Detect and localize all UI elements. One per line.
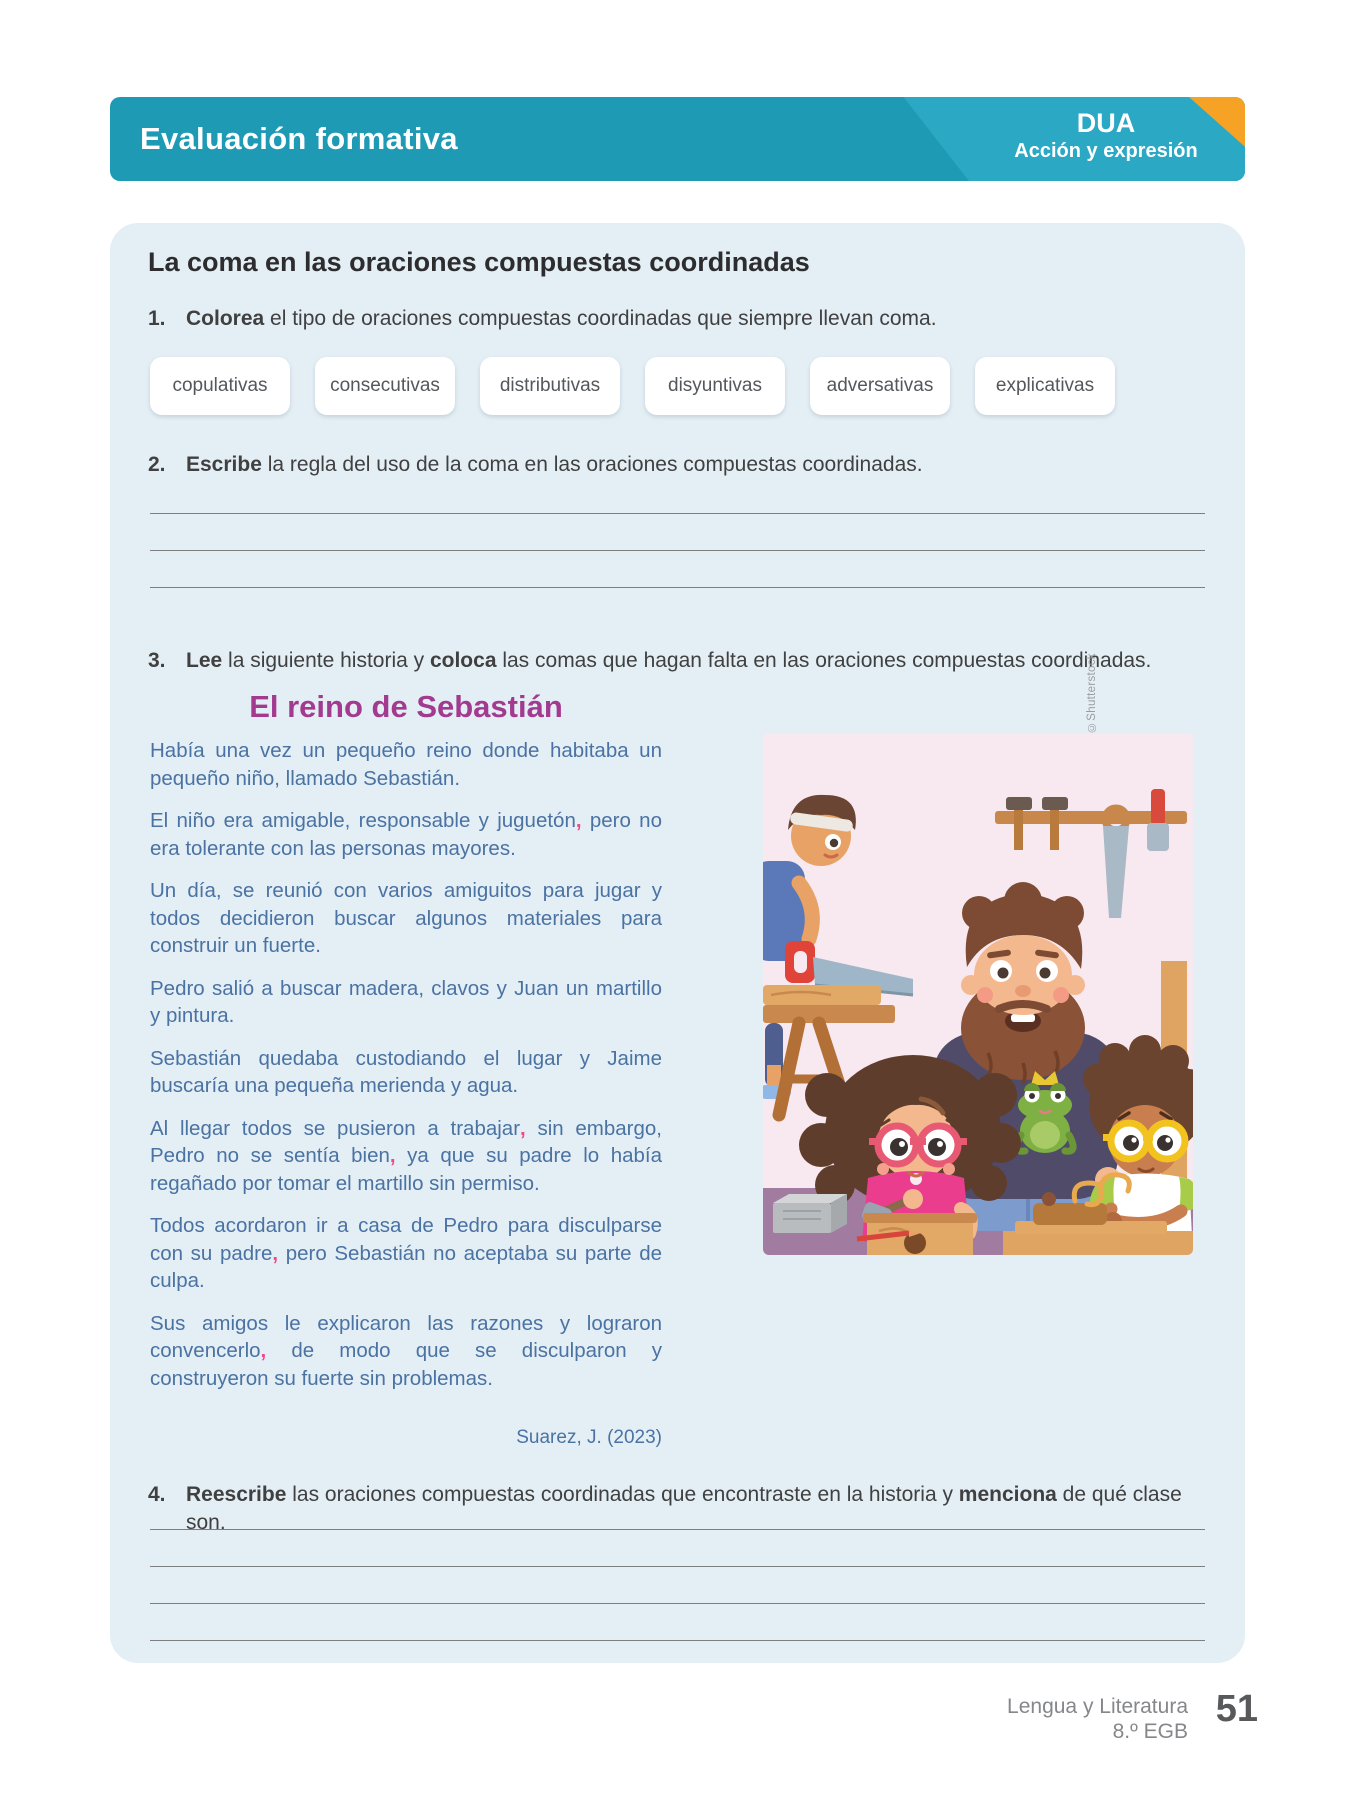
answer-line[interactable] xyxy=(150,1604,1205,1641)
option-distributivas[interactable]: distributivas xyxy=(480,357,620,415)
story-paragraph: Había una vez un pequeño reino donde habitaba un pequeño niño, llamado Sebastián. xyxy=(150,739,662,790)
story-paragraph: Sus amigos le explicaron las razones y lograron convencerlo, de modo que se disculparon y construyeron su fuerte sin problemas. xyxy=(150,1311,662,1390)
question-2-answer-lines xyxy=(150,477,1205,588)
answer-line[interactable] xyxy=(150,1567,1205,1604)
story-paragraph: Un día, se reunió con varios amiguitos para jugar y todos decidieron buscar algunos materiales para construir un fuerte. xyxy=(150,879,662,957)
footer-book-info xyxy=(1007,1694,1188,1744)
story-title: El reino de Sebastián xyxy=(249,689,563,724)
footer-subject: Lengua y Literatura xyxy=(1007,1695,1188,1718)
option-consecutivas[interactable]: consecutivas xyxy=(315,357,455,415)
header-banner xyxy=(110,97,1245,181)
question-2-text: Escribe la regla del uso de la coma en las oraciones compuestas coordinadas. xyxy=(186,453,923,476)
dua-subtitle: Acción y expresión xyxy=(1014,140,1198,162)
story-illustration xyxy=(763,733,1193,1255)
question-1-number: 1. xyxy=(148,307,166,330)
worksheet-title: La coma en las oraciones compuestas coordinadas xyxy=(148,247,810,277)
image-credit: ©Shutterstock xyxy=(1086,653,1098,733)
worksheet-panel xyxy=(110,223,1245,1663)
handwritten-comma: , xyxy=(575,809,582,832)
dua-label: DUA xyxy=(1076,108,1136,138)
answer-line[interactable] xyxy=(150,514,1205,551)
story-paragraph: Al llegar todos se pusieron a trabajar, sin embargo, Pedro no se sentía bien, ya que su padre lo había regañado por tomar el martillo sin permiso. xyxy=(150,1116,663,1195)
answer-line[interactable] xyxy=(150,1493,1205,1530)
question-4-answer-lines xyxy=(150,1493,1205,1641)
story-text xyxy=(150,737,662,1407)
handwritten-comma: , xyxy=(272,1241,279,1265)
question-4-number: 4. xyxy=(148,1483,166,1506)
question-3-text: Lee la siguiente historia y coloca las comas que hagan falta en las oraciones compuestas coordinadas. xyxy=(186,649,1152,672)
story-paragraph: Todos acordaron ir a casa de Pedro para disculparse con su padre, pero Sebastián no aceptaba su parte de culpa. xyxy=(150,1214,662,1292)
story-citation: Suarez, J. (2023) xyxy=(516,1427,662,1448)
story-paragraph: El niño era amigable, responsable y juguetón, pero no era tolerante con las personas mayores. xyxy=(150,809,662,860)
handwritten-comma: , xyxy=(260,1339,267,1362)
workshop-scene-illustration xyxy=(763,733,1193,1255)
question-3-number: 3. xyxy=(148,649,166,672)
footer-grade: 8.º EGB xyxy=(1112,1720,1188,1743)
answer-line[interactable] xyxy=(150,551,1205,588)
story-paragraph: Pedro salió a buscar madera, clavos y Juan un martillo y pintura. xyxy=(150,976,662,1027)
question-3 xyxy=(148,647,1218,675)
question-1 xyxy=(148,305,1218,333)
coordination-type-options xyxy=(150,357,1115,415)
question-1-text: Colorea el tipo de oraciones compuestas coordinadas que siempre llevan coma. xyxy=(186,307,937,330)
option-adversativas[interactable]: adversativas xyxy=(810,357,950,415)
question-2-number: 2. xyxy=(148,453,166,476)
page-number: 51 xyxy=(1215,1688,1258,1730)
answer-line[interactable] xyxy=(150,477,1205,514)
option-explicativas[interactable]: explicativas xyxy=(975,357,1115,415)
question-4-text: Reescribe las oraciones compuestas coordinadas que encontraste en la historia y menciona de qué clase son. xyxy=(186,1483,1182,1534)
handwritten-comma: , xyxy=(520,1116,526,1140)
dua-badge xyxy=(991,108,1221,163)
page-title: Evaluación formativa xyxy=(140,121,458,156)
option-disyuntivas[interactable]: disyuntivas xyxy=(645,357,785,415)
question-2 xyxy=(148,451,1218,479)
option-copulativas[interactable]: copulativas xyxy=(150,357,290,415)
story-paragraph: Sebastián quedaba custodiando el lugar y Jaime buscaría una pequeña merienda y agua. xyxy=(150,1046,662,1097)
handwritten-comma: , xyxy=(389,1144,396,1167)
answer-line[interactable] xyxy=(150,1530,1205,1567)
